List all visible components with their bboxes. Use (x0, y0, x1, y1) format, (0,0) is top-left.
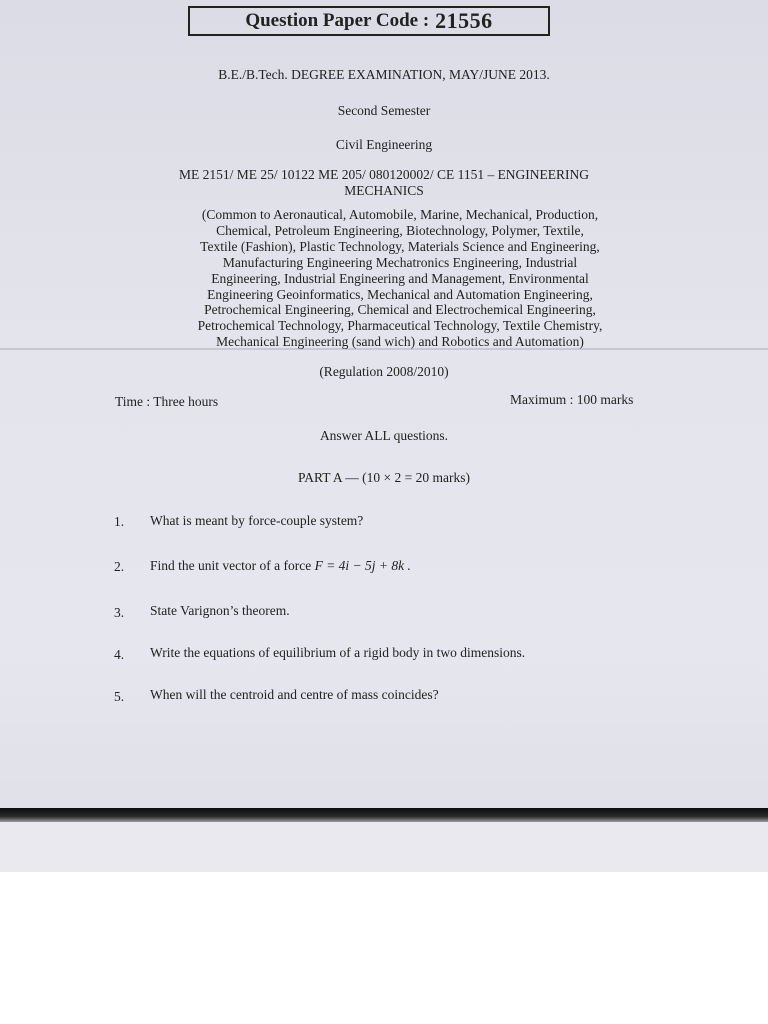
common-line: Petrochemical Engineering, Chemical and Electrochemical Engineering, (204, 302, 596, 318)
question-number: 1. (114, 514, 125, 529)
question-text: When will the centroid and centre of mass coincides? (150, 687, 439, 702)
degree-line: B.E./B.Tech. DEGREE EXAMINATION, MAY/JUNE 2013. (218, 67, 550, 82)
code-number: 21556 (435, 8, 493, 33)
instruction: Answer ALL questions. (319, 428, 449, 443)
common-line: Chemical, Petroleum Engineering, Biotechnology, Polymer, Textile, (216, 222, 584, 238)
question-text: Write the equations of equilibrium of a rigid body in two dimensions. (150, 645, 526, 660)
question-text-with-formula (150, 558, 411, 574)
question-number: 5. (114, 689, 125, 704)
time-allowed: Time : Three hours (115, 394, 219, 409)
question-paper-code-box (188, 6, 550, 36)
common-line: (Common to Aeronautical, Automobile, Marine, Mechanical, Production, (201, 207, 599, 222)
question-text: What is meant by force-couple system? (150, 513, 364, 528)
course-line-2: MECHANICS (344, 183, 424, 198)
course-line-1: ME 2151/ ME 25/ 10122 ME 205/ 080120002/ CE 1151 – ENGINEERING (178, 167, 590, 182)
common-line: Engineering Geoinformatics, Mechanical and Automation Engineering, (207, 286, 593, 302)
question-number: 2. (114, 559, 125, 574)
semester: Second Semester (337, 103, 431, 118)
common-line: Petrochemical Technology, Pharmaceutical Technology, Textile Chemistry, (197, 318, 603, 334)
common-line: Engineering, Industrial Engineering and Management, Environmental (211, 270, 589, 286)
code-label: Question Paper Code : (245, 10, 430, 31)
regulation: (Regulation 2008/2010) (319, 364, 449, 379)
common-to-list (150, 207, 650, 350)
question-text: Find the unit vector of a force (150, 558, 312, 573)
branch: Civil Engineering (335, 137, 433, 152)
page-edge-shadow (0, 808, 768, 822)
maximum-marks: Maximum : 100 marks (510, 392, 634, 407)
force-vector-formula: F = 4i − 5j + 8k . (314, 558, 411, 573)
question-number: 4. (114, 647, 125, 662)
question-text: State Varignon’s theorem. (150, 603, 290, 618)
common-line: Textile (Fashion), Plastic Technology, Materials Science and Engineering, (200, 238, 600, 254)
next-page-edge (0, 808, 768, 872)
common-line: Mechanical Engineering (sand wich) and Robotics and Automation) (216, 334, 584, 350)
question-number: 3. (114, 605, 125, 620)
common-line: Manufacturing Engineering Mechatronics Engineering, Industrial (222, 254, 578, 270)
part-a-heading: PART A — (10 × 2 = 20 marks) (298, 470, 470, 485)
